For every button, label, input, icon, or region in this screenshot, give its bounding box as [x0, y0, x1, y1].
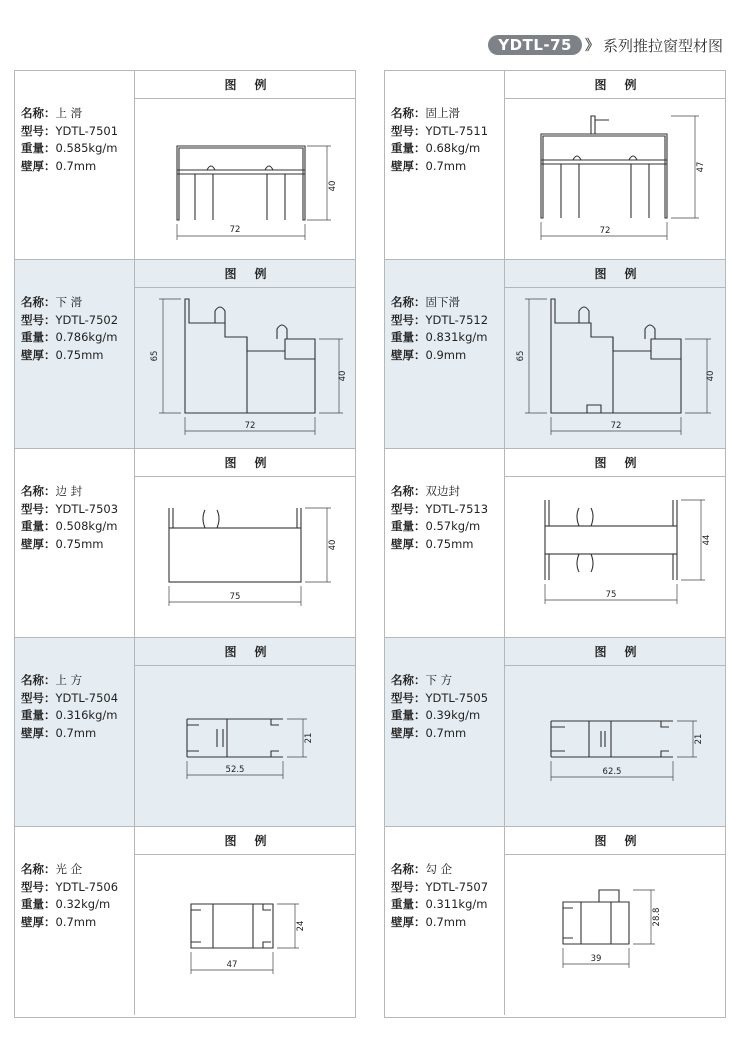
profile-thickness: 0.7mm — [55, 914, 97, 929]
profile-drawing — [135, 667, 356, 825]
profile-figure — [504, 827, 726, 1015]
profile-weight: 0.316kg/m — [55, 708, 118, 722]
figure-header: 图例 — [135, 449, 356, 477]
profile-model: YDTL-7503 — [55, 501, 119, 516]
profile-info: 名称：下 方 型号：YDTL-7505 重量：0.39kg/m 壁厚：0.7mm — [391, 673, 489, 740]
profile-cell — [385, 638, 725, 827]
profile-drawing — [135, 856, 356, 1014]
dim-height: 21 — [694, 733, 704, 745]
profile-drawing — [135, 478, 356, 636]
profile-cell — [15, 449, 355, 638]
profile-info: 名称：固上滑 型号：YDTL-7511 重量：0.68kg/m 壁厚：0.7mm — [391, 106, 489, 173]
profile-drawing — [135, 289, 356, 447]
profile-figure — [504, 638, 726, 826]
profile-name: 上 滑 — [55, 106, 83, 120]
figure-header: 图例 — [505, 260, 726, 288]
profile-name: 勾 企 — [425, 862, 453, 876]
profile-figure — [504, 449, 726, 637]
dim-width: 62.5 — [602, 767, 622, 777]
profile-figure — [134, 638, 356, 826]
profile-weight: 0.786kg/m — [55, 330, 118, 344]
profile-drawing — [505, 667, 726, 825]
profile-model: YDTL-7501 — [55, 123, 119, 138]
profile-weight: 0.508kg/m — [55, 519, 118, 533]
profile-figure — [134, 449, 356, 637]
dim-height-total: 65 — [516, 350, 526, 362]
figure-header: 图例 — [135, 638, 356, 666]
dim-height: 40 — [328, 180, 338, 192]
profile-drawing — [505, 478, 726, 636]
profile-model: YDTL-7506 — [55, 879, 119, 894]
profile-name: 光 企 — [55, 862, 83, 876]
profile-cell — [15, 638, 355, 827]
profile-name: 边 封 — [55, 484, 83, 498]
dim-height: 47 — [696, 161, 706, 173]
profile-cell — [15, 71, 355, 260]
dim-height: 28.8 — [652, 907, 662, 927]
dim-height: 24 — [296, 920, 306, 932]
dim-width: 39 — [590, 954, 602, 964]
figure-header: 图例 — [505, 638, 726, 666]
profile-weight: 0.39kg/m — [425, 708, 481, 722]
profile-cell — [15, 827, 355, 1015]
page-title: 系列推拉窗型材图 — [602, 36, 723, 55]
figure-header: 图例 — [135, 260, 356, 288]
profile-info: 名称：光 企 型号：YDTL-7506 重量：0.32kg/m 壁厚：0.7mm — [21, 862, 119, 929]
dim-width: 75 — [229, 592, 241, 602]
profile-model: YDTL-7504 — [55, 690, 119, 705]
profile-weight: 0.585kg/m — [55, 141, 118, 155]
dim-width: 72 — [610, 421, 622, 431]
profile-cell — [15, 260, 355, 449]
page-header — [488, 34, 723, 56]
dim-width: 52.5 — [225, 765, 245, 775]
profile-info: 名称：固下滑 型号：YDTL-7512 重量：0.831kg/m 壁厚：0.9mm — [391, 295, 489, 362]
profile-info: 名称：上 方 型号：YDTL-7504 重量：0.316kg/m 壁厚：0.7mm — [21, 673, 119, 740]
profile-info: 名称：上 滑 型号：YDTL-7501 重量：0.585kg/m 壁厚：0.7mm — [21, 106, 119, 173]
profile-thickness: 0.7mm — [55, 725, 97, 740]
profile-weight: 0.68kg/m — [425, 141, 481, 155]
profile-figure — [134, 260, 356, 448]
profile-info: 名称：边 封 型号：YDTL-7503 重量：0.508kg/m 壁厚：0.75mm — [21, 484, 119, 551]
profile-weight: 0.57kg/m — [425, 519, 481, 533]
figure-header: 图例 — [505, 827, 726, 855]
figure-header: 图例 — [505, 71, 726, 99]
dim-height: 40 — [338, 370, 348, 382]
profile-name: 上 方 — [55, 673, 83, 687]
dim-width: 72 — [229, 225, 241, 235]
right-column — [384, 70, 726, 1018]
dim-height: 21 — [304, 732, 314, 744]
profile-model: YDTL-7512 — [425, 312, 489, 327]
profile-thickness: 0.7mm — [425, 158, 467, 173]
profile-cell — [385, 260, 725, 449]
profile-model: YDTL-7502 — [55, 312, 119, 327]
profile-cell — [385, 827, 725, 1015]
profile-drawing — [505, 289, 726, 447]
figure-header: 图例 — [505, 449, 726, 477]
dim-height: 40 — [328, 539, 338, 551]
profile-thickness: 0.7mm — [55, 158, 97, 173]
profile-model: YDTL-7505 — [425, 690, 489, 705]
profile-weight: 0.32kg/m — [55, 897, 111, 911]
profile-drawing — [505, 100, 726, 258]
profile-thickness: 0.75mm — [55, 536, 104, 551]
profile-thickness: 0.7mm — [425, 914, 467, 929]
dim-width: 72 — [244, 421, 256, 431]
profile-name: 双边封 — [425, 484, 460, 498]
dim-width: 75 — [605, 590, 617, 600]
profile-model: YDTL-7513 — [425, 501, 489, 516]
profile-info: 名称：下 滑 型号：YDTL-7502 重量：0.786kg/m 壁厚：0.75mm — [21, 295, 119, 362]
profile-thickness: 0.75mm — [55, 347, 104, 362]
figure-header: 图例 — [135, 71, 356, 99]
profile-cell — [385, 71, 725, 260]
profile-name: 固下滑 — [425, 295, 460, 309]
profile-thickness: 0.9mm — [425, 347, 467, 362]
dim-height: 44 — [702, 534, 712, 546]
profile-cell — [385, 449, 725, 638]
left-column — [14, 70, 356, 1018]
dim-width: 47 — [226, 960, 238, 970]
profile-model: YDTL-7511 — [425, 123, 489, 138]
profile-info: 名称：双边封 型号：YDTL-7513 重量：0.57kg/m 壁厚：0.75mm — [391, 484, 489, 551]
profile-model: YDTL-7507 — [425, 879, 489, 894]
profile-name: 固上滑 — [425, 106, 460, 120]
profile-info: 名称：勾 企 型号：YDTL-7507 重量：0.311kg/m 壁厚：0.7mm — [391, 862, 489, 929]
chevron-icon: 》 — [584, 38, 599, 54]
dim-width: 72 — [599, 226, 611, 236]
series-badge: YDTL-75 — [488, 35, 582, 55]
profile-figure — [504, 260, 726, 448]
profile-name: 下 滑 — [55, 295, 83, 309]
profile-thickness: 0.7mm — [425, 725, 467, 740]
profile-weight: 0.831kg/m — [425, 330, 488, 344]
dim-height-total: 65 — [150, 350, 160, 362]
dim-height: 40 — [706, 370, 716, 382]
profile-thickness: 0.75mm — [425, 536, 474, 551]
profile-weight: 0.311kg/m — [425, 897, 488, 911]
profile-figure — [134, 827, 356, 1015]
profile-name: 下 方 — [425, 673, 453, 687]
profile-drawing — [505, 856, 726, 1014]
profile-figure — [504, 71, 726, 259]
profile-drawing — [135, 100, 356, 258]
figure-header: 图例 — [135, 827, 356, 855]
profile-figure — [134, 71, 356, 259]
